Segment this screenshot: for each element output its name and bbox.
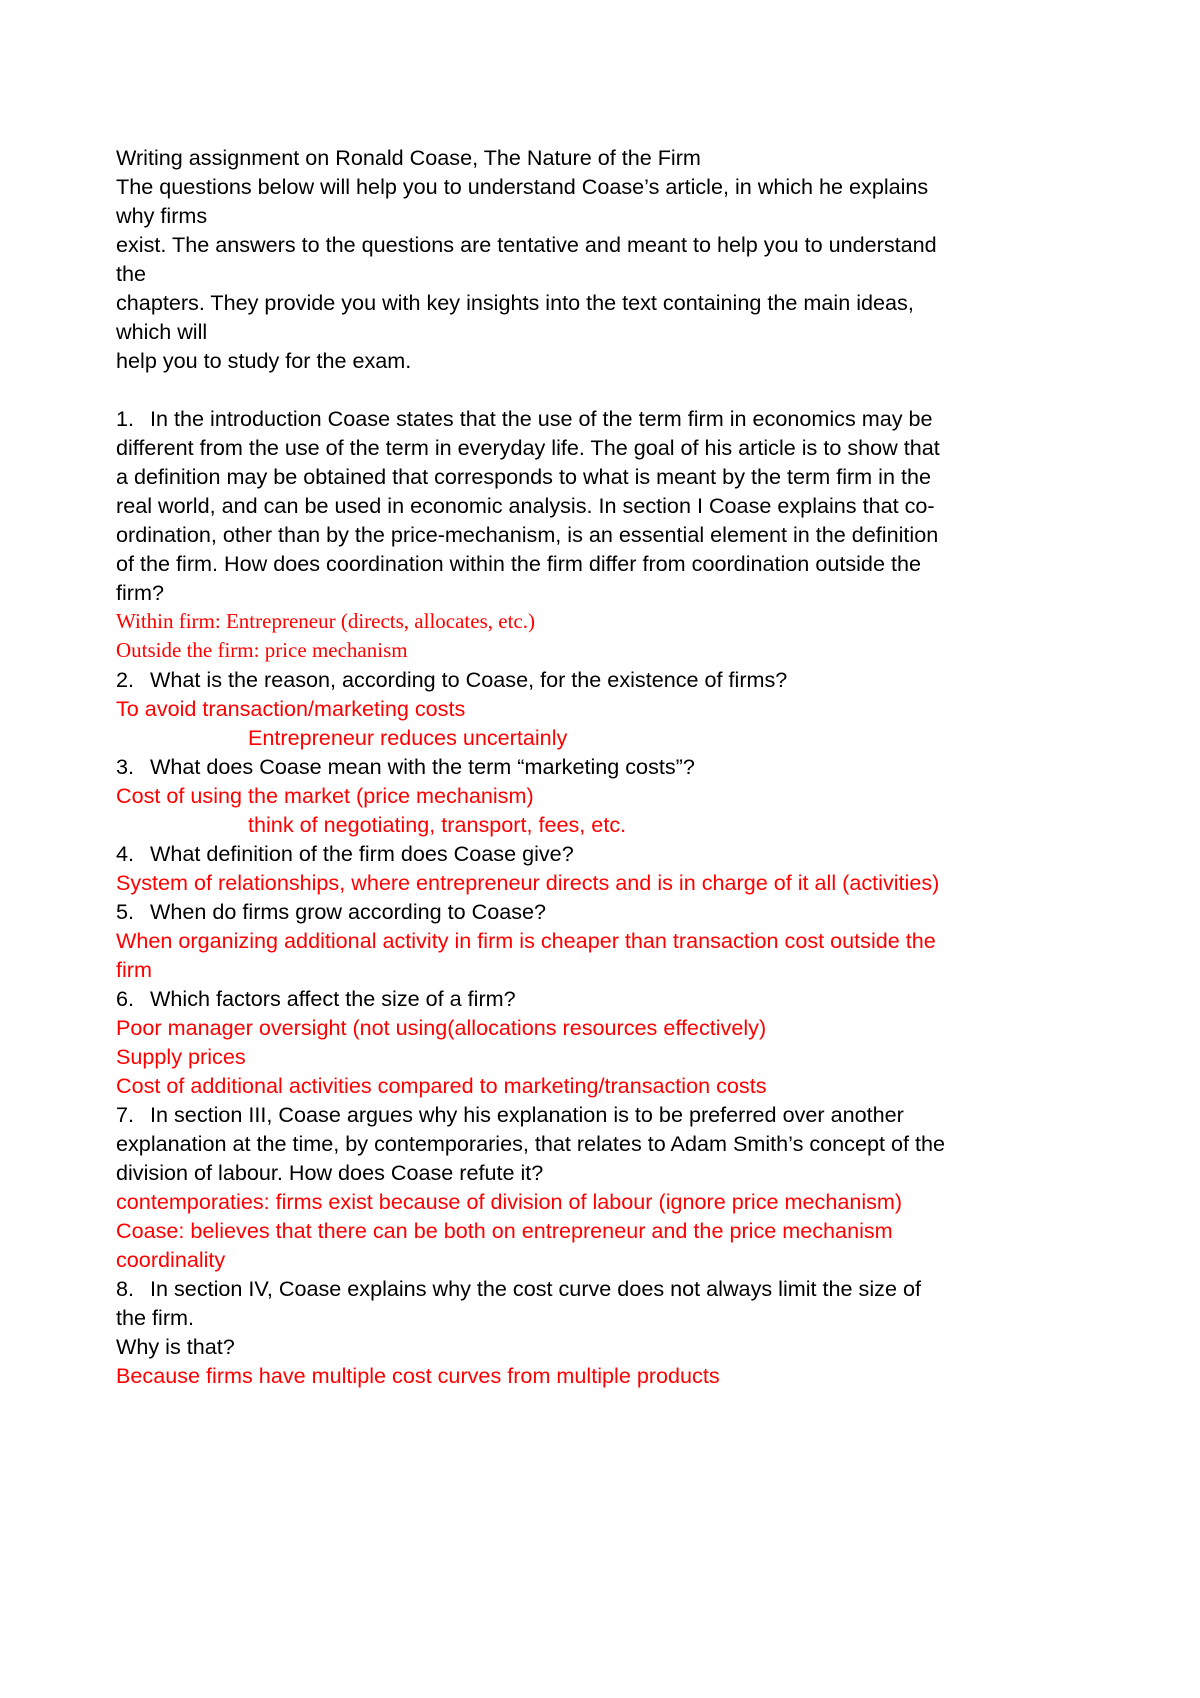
answer-7-line: coordinality [116,1247,226,1272]
answer-8-line: Because firms have multiple cost curves from multiple products [116,1363,720,1388]
question-number: 3. [116,754,135,779]
question-number: 5. [116,899,135,924]
question-number: 7. [116,1102,135,1127]
answer-7-line: contemporaties: firms exist because of division of labour (ignore price mechanism) [116,1189,903,1214]
answer-3-line: think of negotiating, transport, fees, etc. [248,812,627,837]
intro-line: why firms [116,203,208,228]
question-7-line [116,1100,904,1129]
question-7-line: explanation at the time, by contemporaries, that relates to Adam Smith’s concept of the [116,1131,946,1156]
intro-line: the [116,261,147,286]
question-number: 2. [116,667,135,692]
question-text: In section III, Coase argues why his explanation is to be preferred over another [150,1102,904,1127]
question-8-line: the firm. [116,1305,194,1330]
question-number: 8. [116,1276,135,1301]
question-8-line: Why is that? [116,1334,235,1359]
answer-2-line: To avoid transaction/marketing costs [116,696,466,721]
intro-line: which will [116,319,208,344]
question-6-line [116,984,516,1013]
question-1-line: a definition may be obtained that corresponds to what is meant by the term firm in the [116,464,931,489]
question-number: 4. [116,841,135,866]
question-number: 6. [116,986,135,1011]
question-text: In section IV, Coase explains why the cost curve does not always limit the size of [150,1276,921,1301]
question-5-line [116,897,546,926]
question-1-line: real world, and can be used in economic analysis. In section I Coase explains that co- [116,493,935,518]
question-text: When do firms grow according to Coase? [150,899,547,924]
question-4-line [116,839,574,868]
answer-1-line: Outside the firm: price mechanism [116,638,408,662]
question-8-line [116,1274,921,1303]
answer-6-line: Cost of additional activities compared to marketing/transaction costs [116,1073,767,1098]
intro-line: The questions below will help you to understand Coase’s article, in which he explains [116,174,929,199]
question-1-line: different from the use of the term in everyday life. The goal of his article is to show that [116,435,940,460]
document-page [116,0,1106,1698]
question-1-line [116,404,933,433]
answer-6-line: Supply prices [116,1044,246,1069]
question-1-line: ordination, other than by the price-mechanism, is an essential element in the definition [116,522,939,547]
answer-3-line: Cost of using the market (price mechanism) [116,783,534,808]
question-text: What does Coase mean with the term “marketing costs”? [150,754,695,779]
intro-line: help you to study for the exam. [116,348,412,373]
answer-1-line: Within firm: Entrepreneur (directs, allocates, etc.) [116,609,535,633]
question-text: What definition of the firm does Coase give? [150,841,574,866]
question-text: In the introduction Coase states that the use of the term firm in economics may be [150,406,933,431]
answer-5-line: When organizing additional activity in firm is cheaper than transaction cost outside the [116,928,936,953]
question-2-line [116,665,787,694]
question-1-line: firm? [116,580,164,605]
question-text: Which factors affect the size of a firm? [150,986,516,1011]
question-text: What is the reason, according to Coase, for the existence of firms? [150,667,788,692]
answer-4-line: System of relationships, where entrepreneur directs and is in charge of it all (activities) [116,870,940,895]
question-7-line: division of labour. How does Coase refute it? [116,1160,544,1185]
question-number: 1. [116,406,135,431]
document-title: Writing assignment on Ronald Coase, The Nature of the Firm [116,145,701,170]
answer-5-line: firm [116,957,152,982]
answer-7-line: Coase: believes that there can be both on entrepreneur and the price mechanism [116,1218,893,1243]
answer-6-line: Poor manager oversight (not using(allocations resources effectively) [116,1015,767,1040]
intro-line: exist. The answers to the questions are tentative and meant to help you to understand [116,232,937,257]
question-3-line [116,752,695,781]
question-1-line: of the firm. How does coordination within the firm differ from coordination outside the [116,551,921,576]
intro-line: chapters. They provide you with key insights into the text containing the main ideas, [116,290,914,315]
answer-2-line: Entrepreneur reduces uncertainly [248,725,568,750]
